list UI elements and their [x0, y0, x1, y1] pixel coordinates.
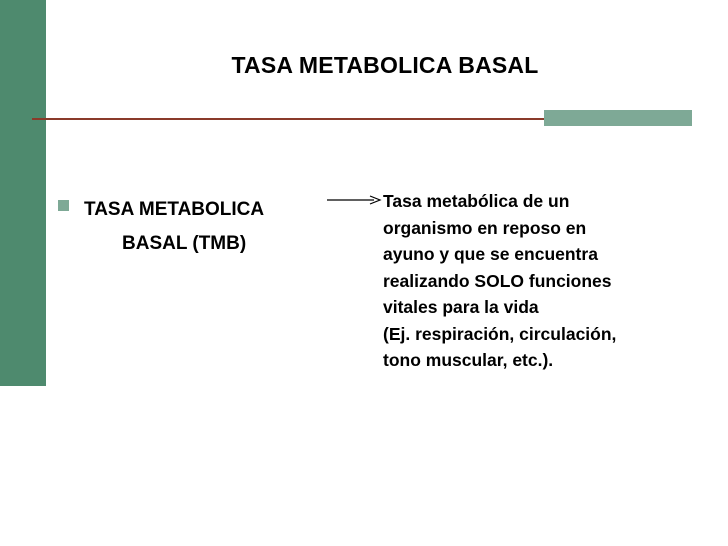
slide-title: TASA METABOLICA BASAL: [231, 52, 539, 78]
definition-line-5: vitales para la vida: [383, 297, 539, 317]
arrow-right-icon: [326, 190, 382, 210]
definition-line-1: Tasa metabólica de un: [383, 191, 570, 211]
definition-line-7: tono muscular, etc.).: [383, 350, 554, 370]
accent-block: [544, 110, 692, 126]
term-line-1: TASA METABOLICA: [84, 199, 265, 220]
definition-line-3: ayuno y que se encuentra: [383, 244, 598, 264]
bullet-term: [84, 193, 264, 261]
definition-line-2: organismo en reposo en: [383, 217, 587, 238]
square-bullet-icon: [58, 200, 69, 211]
term-line-2: BASAL (TMB): [122, 233, 247, 254]
definition-line-4: realizando SOLO funciones: [383, 270, 612, 291]
definition-line-6: (Ej. respiración, circulación,: [383, 323, 617, 344]
side-bar-decoration: [0, 0, 46, 386]
definition-text: [383, 188, 673, 374]
